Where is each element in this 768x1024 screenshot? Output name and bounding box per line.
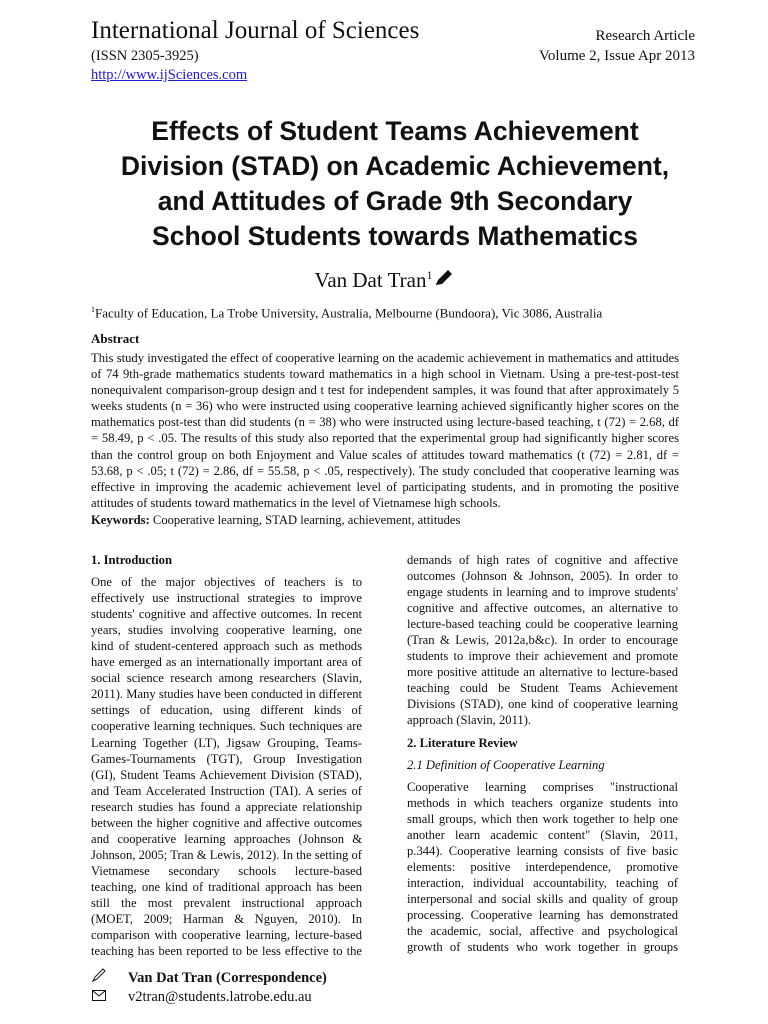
definition-text bbox=[407, 779, 678, 956]
subsection-heading-definition: 2.1 Definition of Cooperative Learning bbox=[407, 757, 605, 772]
title-line: and Attitudes of Grade 9th Secondary bbox=[157, 186, 633, 216]
text-line: Vietnamese secondary schools lecture-based bbox=[91, 863, 362, 878]
text-line: nonequivalent comparison-group design and t test for independent samples, it was found that after approximately 5 bbox=[91, 383, 679, 398]
text-line: and Team Accelerated Instruction (TAI). A series of bbox=[91, 783, 362, 798]
text-line: comparison with cooperative learning, lecture-based bbox=[91, 928, 362, 943]
text-line: and cooperative learning approaches (Johnson & bbox=[91, 831, 362, 846]
text-line: engage students in learning and to improve students' bbox=[407, 585, 678, 600]
abstract-heading: Abstract bbox=[91, 331, 140, 346]
text-line: effectively use instructional strategies to improve bbox=[91, 591, 362, 606]
text-line: growth of students who work together in groups bbox=[407, 940, 678, 955]
section-heading-literature-review: 2. Literature Review bbox=[407, 735, 518, 750]
text-line: settings of education, using different kinds of bbox=[91, 703, 362, 718]
left-column bbox=[91, 552, 362, 959]
journal-title: International Journal of Sciences bbox=[91, 17, 420, 44]
pencil-icon bbox=[91, 968, 107, 988]
text-line: between the higher cognitive and affective outcomes bbox=[91, 815, 362, 830]
author-superscript: 1 bbox=[426, 268, 433, 282]
text-line: elements: positive interdependence, promotive bbox=[407, 859, 678, 874]
text-line: Divisions (STAD), one kind of cooperative learning bbox=[407, 697, 678, 712]
text-line: students' cognitive and affective outcomes. In recent bbox=[91, 607, 362, 622]
right-column bbox=[407, 552, 678, 955]
journal-url-link[interactable]: http://www.ijSciences.com bbox=[91, 67, 248, 83]
text-line: Games-Tournaments (TGT), Group Investigation bbox=[91, 751, 362, 766]
text-line: teaching could be Student Teams Achievement bbox=[407, 681, 678, 696]
text-line: approach (Slavin, 2011). bbox=[407, 713, 532, 728]
text-line: Johnson, 2005; Tran & Lewis, 2012). In the setting of bbox=[91, 847, 362, 862]
text-line: methods in which teachers organize students into bbox=[407, 795, 678, 810]
section-heading-introduction: 1. Introduction bbox=[91, 553, 172, 567]
text-line: cognitive and affective outcomes, an alternative to bbox=[407, 601, 678, 616]
author-name: Van Dat Tran bbox=[314, 268, 427, 292]
correspondence-footer bbox=[91, 968, 327, 1007]
article-type: Research Article bbox=[595, 28, 695, 44]
text-line: Cooperative learning comprises "instructional bbox=[407, 779, 678, 794]
text-line: demands of high rates of cognitive and affective bbox=[407, 553, 678, 567]
text-line: 2011). Many studies have been conducted in different bbox=[91, 687, 362, 702]
text-line: than the control group on both Enjoyment and Value scales of attitudes toward mathematics (t (72) = 2.81, df = bbox=[91, 447, 679, 462]
text-line: research studies has found a appreciate relationship bbox=[91, 799, 362, 814]
text-line: kind of student-centered approach such as methods bbox=[91, 639, 362, 654]
text-line: attitudes of students toward mathematics in the level of Vietnamese high schools. bbox=[91, 495, 501, 510]
text-line: more positive attitude an alternative to lecture-based bbox=[407, 665, 678, 680]
text-line: outcomes (Johnson & Johnson, 2005). In order to bbox=[407, 569, 678, 584]
paper-title bbox=[80, 114, 710, 254]
abstract-body bbox=[91, 350, 679, 511]
text-line: interpersonal and social skills and quality of group bbox=[407, 891, 678, 906]
text-line: lecture-based teaching could be cooperative learning bbox=[407, 617, 678, 632]
title-line: Division (STAD) on Academic Achievement, bbox=[120, 151, 670, 181]
text-line: This study investigated the effect of cooperative learning on the academic achievement in mathematics and attitudes bbox=[91, 351, 679, 365]
text-line: still the most prevalent instructional approach bbox=[91, 895, 362, 910]
envelope-icon bbox=[91, 988, 107, 1007]
text-line: weeks students (n = 36) who were instructed using cooperative learning achieved significantly higher scores on the bbox=[91, 399, 679, 414]
text-line: teaching has been reported to be less effective to the bbox=[91, 944, 362, 959]
journal-header bbox=[91, 16, 419, 85]
affiliation bbox=[91, 301, 602, 321]
text-line: p.344). Cooperative learning consists of five basic bbox=[407, 843, 678, 858]
text-line: interaction, individual accountability, teaching of bbox=[407, 875, 678, 890]
text-line: One of the major objectives of teachers is to bbox=[91, 575, 362, 590]
text-line: mathematics post-test than did students (n = 38) who were instructed using lecture-based teaching, t (72) = 2.68, df bbox=[91, 415, 679, 430]
text-line: Learning Together (LT), Jigsaw Grouping, Teams- bbox=[91, 735, 362, 750]
text-line: cooperative learning techniques. Such techniques are bbox=[91, 719, 362, 734]
text-line: small groups, which then work together to help one bbox=[407, 811, 678, 826]
text-line: students to improve their achievement and promote bbox=[407, 649, 678, 664]
text-line: the academic, social, affective and psychological bbox=[407, 924, 678, 939]
keywords-line bbox=[91, 512, 460, 528]
correspondence-row bbox=[91, 968, 327, 988]
text-line: have emerged as an internationally important area of bbox=[91, 655, 362, 670]
issn: (ISSN 2305-3925) bbox=[91, 48, 199, 64]
text-line: another learn academic content" (Slavin, 2011, bbox=[407, 827, 678, 842]
article-info bbox=[539, 27, 695, 66]
pencil-icon bbox=[434, 268, 454, 294]
title-line: Effects of Student Teams Achievement bbox=[151, 116, 639, 146]
author-line bbox=[0, 262, 768, 294]
correspondence-email[interactable]: v2tran@students.latrobe.edu.au bbox=[128, 989, 312, 1005]
volume-issue: Volume 2, Issue Apr 2013 bbox=[539, 48, 695, 64]
text-line: of 74 9th-grade mathematics students toward mathematics in a high school in Vietnam. Using a pre-test-post-test bbox=[91, 367, 679, 382]
correspondence-name: Van Dat Tran (Correspondence) bbox=[128, 969, 327, 986]
text-line: effective in improving the academic achievement level of participating students, and in promoting the positive bbox=[91, 479, 679, 494]
introduction-text bbox=[91, 574, 362, 959]
affiliation-superscript: 1 bbox=[91, 305, 95, 314]
keywords-label: Keywords: bbox=[91, 513, 150, 527]
affiliation-text: Faculty of Education, La Trobe University, Australia, Melbourne (Bundoora), Vic 3086, Australia bbox=[95, 305, 603, 321]
keywords-text: Cooperative learning, STAD learning, achievement, attitudes bbox=[149, 513, 461, 527]
text-line: social science research among researchers (Slavin, bbox=[91, 671, 362, 686]
text-line: (MOET, 2009; Harman & Nguyen, 2010). In bbox=[91, 912, 362, 927]
text-line: 53.68, p < .05; t (72) = 2.86, df = 55.58, p < .05, respectively). The study concluded that cooperative learning was bbox=[91, 463, 679, 478]
introduction-continued-text bbox=[407, 552, 678, 729]
text-line: teaching, one kind of traditional approach has been bbox=[91, 879, 362, 894]
text-line: years, studies involving cooperative learning, one bbox=[91, 623, 362, 638]
email-row bbox=[91, 988, 327, 1007]
text-line: processing. Cooperative learning has demonstrated bbox=[407, 907, 678, 922]
text-line: (Tran & Lewis, 2012a,b&c). In order to encourage bbox=[407, 633, 678, 648]
title-line: School Students towards Mathematics bbox=[152, 221, 638, 251]
text-line: = 58.49, p < .05. The results of this study also reported that the experimental group had significantly higher scores bbox=[91, 431, 679, 446]
text-line: (GI), Student Teams Achievement Division (STAD), bbox=[91, 767, 362, 782]
